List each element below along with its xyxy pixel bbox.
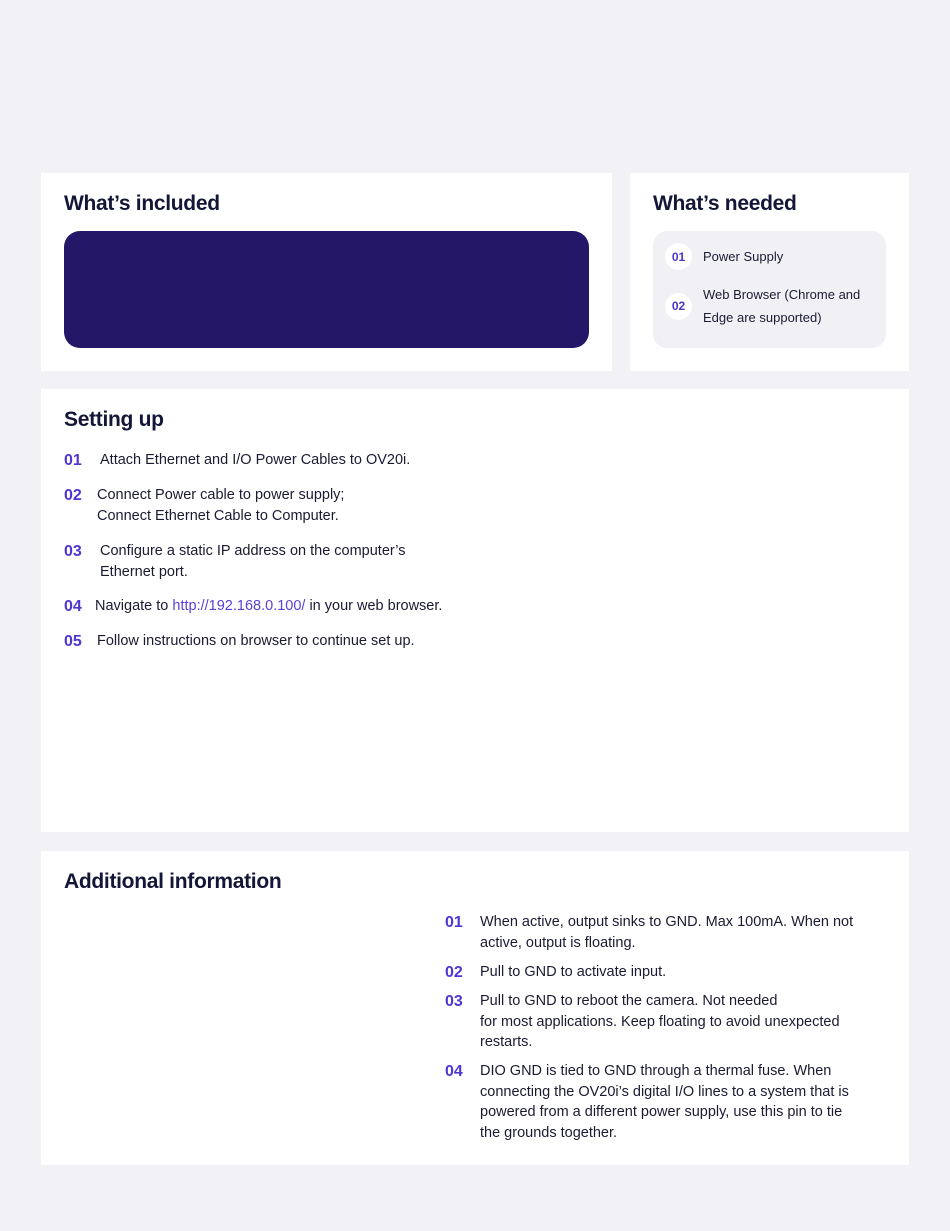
- info-item-number: 01: [445, 914, 463, 931]
- info-item: [445, 991, 875, 1053]
- info-item-number: 04: [445, 1063, 463, 1080]
- info-item-number: 03: [445, 993, 463, 1010]
- info-item: [445, 912, 875, 953]
- needed-item-number: 02: [665, 293, 692, 320]
- step-text: Attach Ethernet and I/O Power Cables to OV20i.: [100, 452, 411, 468]
- needed-item: [665, 283, 873, 329]
- info-item-text: Pull to GND to reboot the camera. Not needed for most applications. Keep floating to avoid unexpected restarts.: [480, 993, 840, 1050]
- setup-step: [64, 631, 415, 652]
- step-number: 04: [64, 598, 82, 615]
- needed-item-text: Power Supply: [703, 249, 784, 264]
- needed-item-number: 01: [665, 243, 692, 270]
- info-item: [445, 1061, 875, 1143]
- setting-up-title: Setting up: [64, 408, 164, 431]
- setup-step: [64, 485, 344, 527]
- info-item-text: DIO GND is tied to GND through a thermal fuse. When connecting the OV20i’s digital I/O lines to a system that is powered from a different power supply, use this pin to tie the grounds together.: [480, 1063, 849, 1141]
- additional-information-card: [41, 851, 909, 1165]
- info-item-text: When active, output sinks to GND. Max 100mA. When not active, output is floating.: [480, 914, 854, 951]
- info-item-text: Pull to GND to activate input.: [480, 964, 667, 980]
- needed-item-text: Web Browser (Chrome and Edge are supported): [703, 287, 861, 325]
- step-number: 02: [64, 487, 82, 504]
- setting-up-card: [41, 389, 909, 832]
- needed-list: [653, 231, 886, 348]
- whats-included-card: [41, 173, 612, 371]
- step-text: Connect Power cable to power supply; Connect Ethernet Cable to Computer.: [97, 487, 345, 524]
- setup-step: [64, 541, 405, 583]
- step-text: Navigate to http://192.168.0.100/ in your web browser.: [95, 598, 443, 614]
- step-number: 05: [64, 633, 82, 650]
- step-number: 03: [64, 543, 82, 560]
- additional-information-title: Additional information: [64, 870, 282, 893]
- step-text: Follow instructions on browser to continue set up.: [97, 633, 415, 649]
- setup-step: [64, 450, 410, 471]
- camera-url-link[interactable]: http://192.168.0.100/: [172, 598, 306, 614]
- info-item-number: 02: [445, 964, 463, 981]
- step-text: Configure a static IP address on the computer’s Ethernet port.: [100, 543, 406, 580]
- whats-needed-title: What’s needed: [653, 192, 797, 215]
- step-number: 01: [64, 452, 82, 469]
- whats-included-title: What’s included: [64, 192, 220, 215]
- needed-item: [665, 243, 873, 270]
- info-item: [445, 962, 875, 983]
- whats-needed-card: [630, 173, 909, 371]
- setup-step: [64, 596, 442, 617]
- included-items-banner: [64, 231, 589, 348]
